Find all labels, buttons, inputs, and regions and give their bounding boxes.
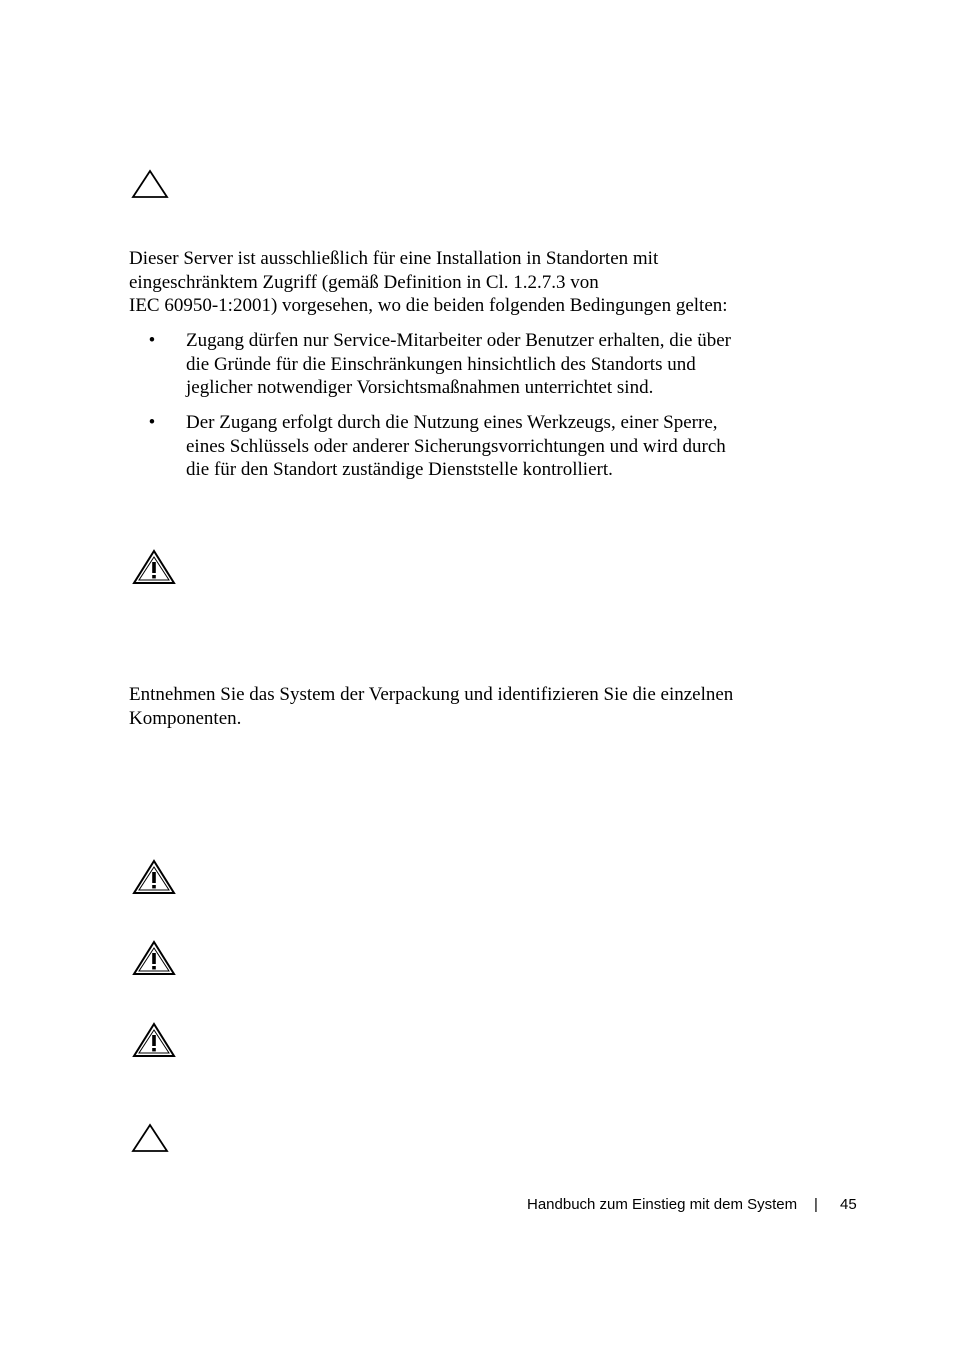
page-number: 45 [840,1196,857,1213]
unpack-line: Komponenten. [129,707,242,729]
footer-separator: | [814,1196,818,1213]
list-item [129,411,859,483]
warning-triangle-icon [131,1021,177,1059]
list-item-text [186,411,866,482]
intro-line: IEC 60950-1:2001) vorgesehen, wo die beiden folgenden Bedingungen gelten: [129,295,728,316]
unpack-line: Entnehmen Sie das System der Verpackung und identifizieren Sie die einzelnen [129,684,734,705]
list-item-line: eines Schlüssels oder anderer Sicherungsvorrichtungen und wird durch [186,435,726,457]
footer-title: Handbuch zum Einstieg mit dem System [527,1196,798,1213]
unpack-paragraph [129,683,859,730]
intro-line: eingeschränktem Zugriff (gemäß Definition in Cl. 1.2.7.3 von [129,271,599,293]
caution-triangle-icon [131,1123,169,1153]
list-item-line: Zugang dürfen nur Service-Mitarbeiter oder Benutzer erhalten, die über [186,330,731,351]
list-item [129,329,859,401]
list-item-line: die für den Standort zuständige Dienststelle kontrolliert. [186,459,613,480]
bullet-marker: • [148,412,156,433]
list-item-text [186,329,866,400]
list-item-line: jeglicher notwendiger Vorsichtsmaßnahmen unterrichtet sind. [186,377,654,398]
caution-triangle-icon [131,169,169,199]
warning-triangle-icon [131,548,177,586]
bullet-marker: • [148,330,156,351]
intro-line: Dieser Server ist ausschließlich für eine Installation in Standorten mit [129,248,659,269]
list-item-line: Der Zugang erfolgt durch die Nutzung eines Werkzeugs, einer Sperre, [186,412,718,433]
warning-triangle-icon [131,939,177,977]
warning-triangle-icon [131,858,177,896]
intro-paragraph [129,247,859,318]
list-item-line: die Gründe für die Einschränkungen hinsichtlich des Standorts und [186,353,696,375]
